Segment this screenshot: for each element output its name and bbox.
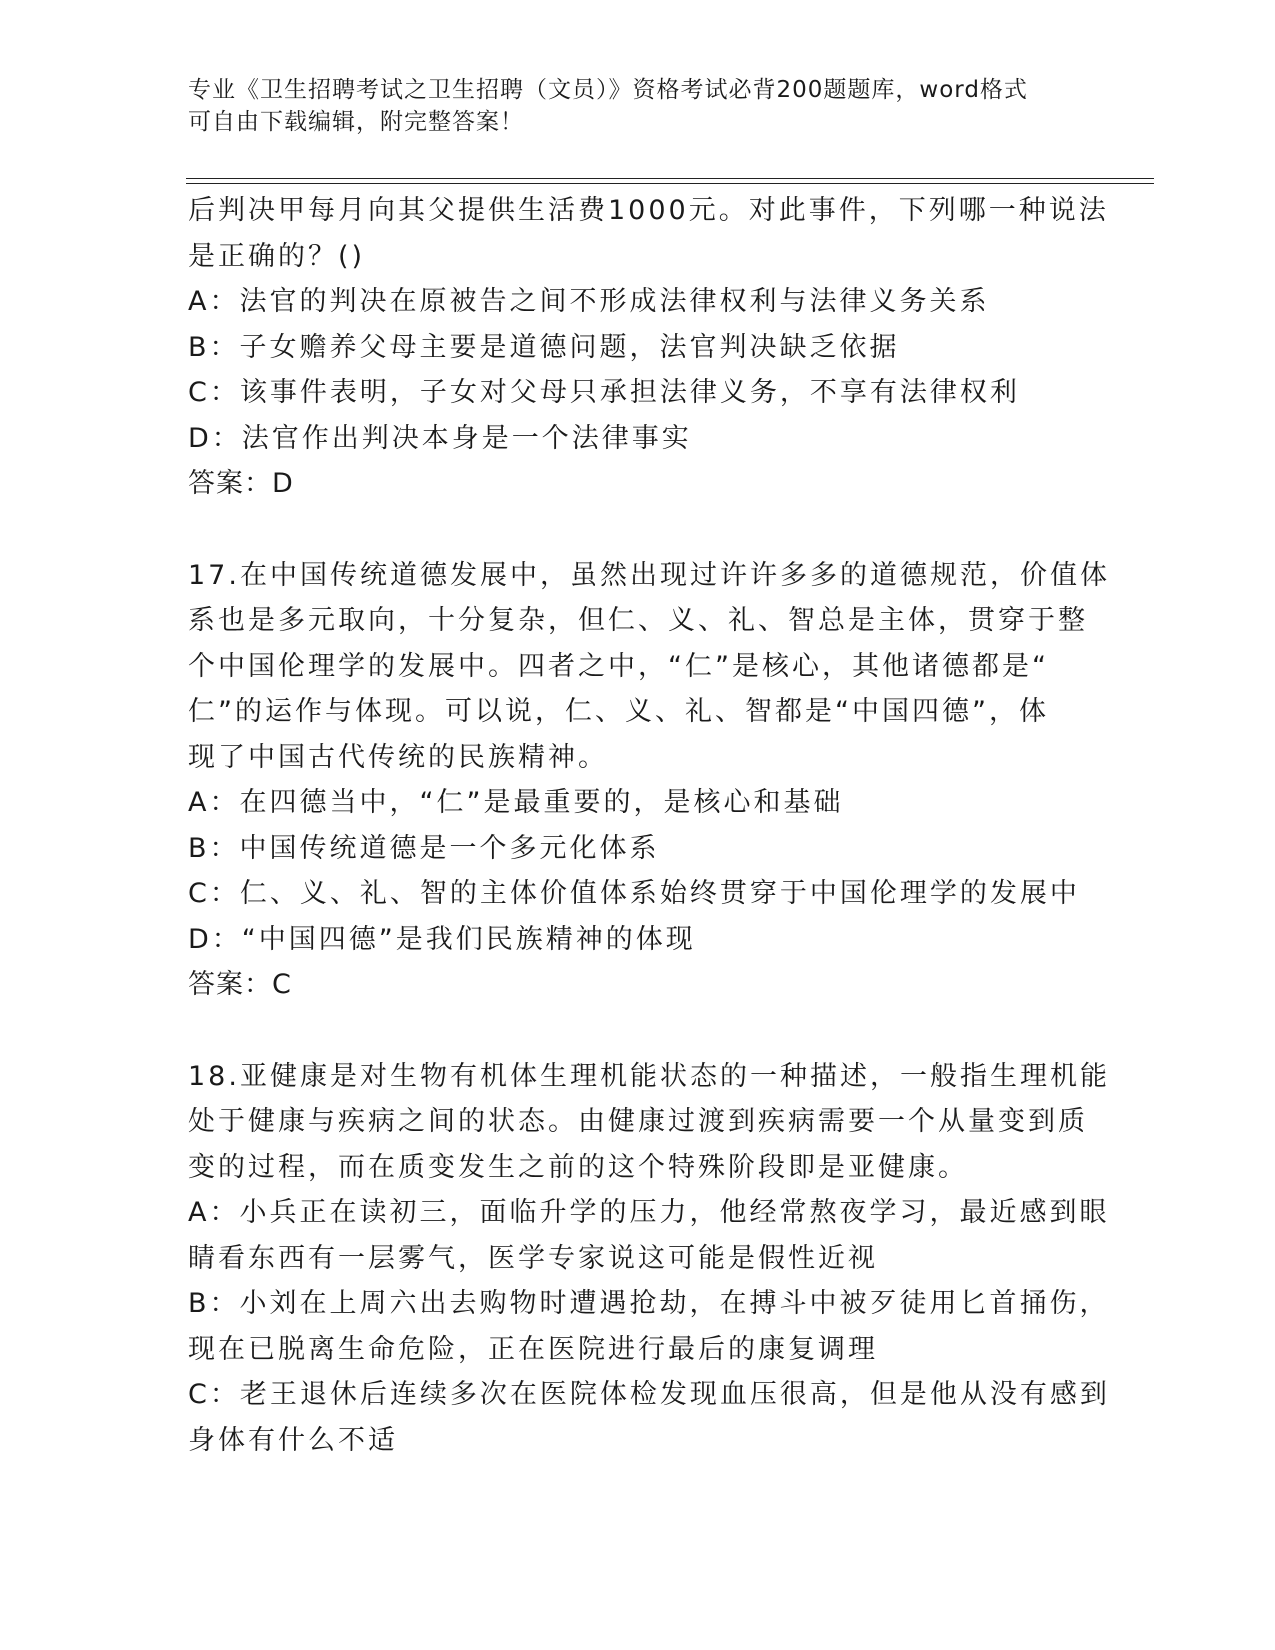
question-17-text-line: 个中国伦理学的发展中。四者之中，“仁”是核心，其他诸德都是“: [188, 650, 1049, 682]
question-18: [188, 1054, 1110, 1464]
question-17-option-c: C：仁、义、礼、智的主体价值体系始终贯穿于中国伦理学的发展中: [188, 878, 1080, 909]
question-17-option-d: D：“中国四德”是我们民族精神的体现: [188, 923, 696, 955]
document-body: [188, 188, 1110, 1463]
question-17-option-a: A：在四德当中，“仁”是最重要的，是核心和基础: [188, 787, 844, 818]
question-spacer: [188, 1008, 1088, 1054]
question-16-text-line: 是正确的？(): [188, 240, 366, 272]
question-17-text-line: 系也是多元取向，十分复杂，但仁、义、礼、智总是主体，贯穿于整: [188, 605, 1088, 636]
question-18-text-line: 变的过程，而在质变发生之前的这个特殊阶段即是亚健康。: [188, 1151, 968, 1183]
question-17-option-b: B：中国传统道德是一个多元化体系: [188, 832, 660, 864]
question-16-option-c: C：该事件表明，子女对父母只承担法律义务，不享有法律权利: [188, 377, 1020, 408]
question-16-answer: 答案：D: [188, 468, 294, 499]
question-spacer: [188, 507, 1088, 553]
header-rule-bottom: [186, 183, 1154, 184]
question-18-option-c: C：老王退休后连续多次在医院体检发现血压很高，但是他从没有感到: [188, 1379, 1110, 1410]
question-18-option-b: B：小刘在上周六出去购物时遭遇抢劫，在搏斗中被歹徒用匕首捅伤，: [188, 1288, 1110, 1319]
question-16-option-b: B：子女赡养父母主要是道德问题，法官判决缺乏依据: [188, 331, 900, 363]
document-header: 专业《卫生招聘考试之卫生招聘（文员）》资格考试必背200题题库，word格式 可自由下载编辑，附完整答案！: [188, 77, 1028, 135]
question-18-option-a-cont: 睛看东西有一层雾气，医学专家说这可能是假性近视: [188, 1242, 878, 1274]
question-18-option-b-cont: 现在已脱离生命危险，正在医院进行最后的康复调理: [188, 1333, 878, 1365]
question-16-option-d: D：法官作出判决本身是一个法律事实: [188, 422, 692, 454]
question-17-text-line: 仁”的运作与体现。可以说，仁、义、礼、智都是“中国四德”，体: [188, 696, 1049, 727]
question-18-option-a: A：小兵正在读初三，面临升学的压力，他经常熬夜学习，最近感到眼: [188, 1197, 1110, 1228]
question-17-text-line: 17.在中国传统道德发展中，虽然出现过许许多多的道德规范，价值体: [188, 559, 1110, 591]
question-17-answer: 答案：C: [188, 969, 292, 1000]
question-17: [188, 553, 1110, 1008]
question-18-text-line: 18.亚健康是对生物有机体生理机能状态的一种描述，一般指生理机能: [188, 1060, 1110, 1092]
question-16-option-a: A：法官的判决在原被告之间不形成法律权利与法律义务关系: [188, 286, 990, 317]
question-18-text-line: 处于健康与疾病之间的状态。由健康过渡到疾病需要一个从量变到质: [188, 1106, 1088, 1137]
question-17-text-line: 现了中国古代传统的民族精神。: [188, 741, 608, 773]
question-16-text-line: 后判决甲每月向其父提供生活费1000元。对此事件，下列哪一种说法: [188, 195, 1109, 226]
header-rule-top: [186, 178, 1154, 179]
question-18-option-c-cont: 身体有什么不适: [188, 1424, 398, 1456]
question-16: [188, 188, 1109, 507]
